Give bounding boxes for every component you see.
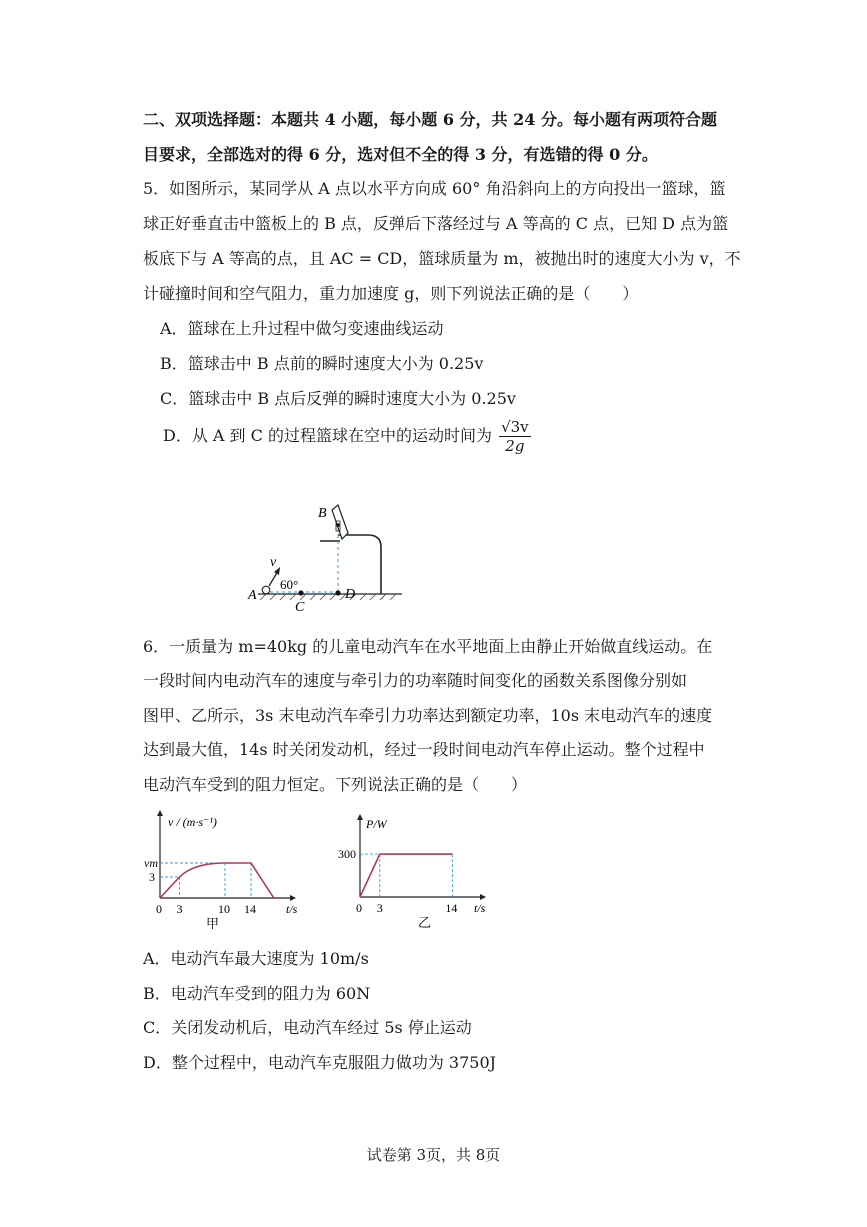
label-a: A xyxy=(248,588,257,603)
chart-caption-jia: 甲 xyxy=(206,916,220,931)
x-tick-0: 0 xyxy=(156,902,162,916)
q6-stem-line4: 达到最大值，14s 时关闭发动机，经过一段时间电动汽车停止运动。整个过程中 xyxy=(143,740,705,759)
q5-stem-line4: 计碰撞时间和空气阻力，重力加速度 g，则下列说法正确的是（ ） xyxy=(143,284,639,303)
label-d: D xyxy=(345,587,356,602)
q6-option-d: D．整个过程中，电动汽车克服阻力做功为 3750J xyxy=(143,1053,497,1072)
y-axis-arrow xyxy=(357,814,363,820)
q5-stem-line3: 板底下与 A 等高的点，且 AC = CD，篮球质量为 m，被抛出时的速度大小为 v，不 xyxy=(143,249,741,268)
q6-stem-line2: 一段时间内电动汽车的速度与牵引力的功率随时间变化的函数关系图像分别如 xyxy=(143,671,688,690)
y-tick-3: 3 xyxy=(149,870,155,884)
x-tick-14: 14 xyxy=(244,902,256,916)
x-axis-label: t/s xyxy=(474,901,486,915)
chart-caption-yi: 乙 xyxy=(418,915,432,930)
q6-option-b: B．电动汽车受到的阻力为 60N xyxy=(143,984,371,1003)
y-axis-label: v / (m·s⁻¹) xyxy=(168,815,217,829)
x-tick-10: 10 xyxy=(218,902,230,916)
x-tick-3: 3 xyxy=(176,902,183,916)
label-v: v xyxy=(270,555,277,570)
q6-stem-line1: 6．一质量为 m=40kg 的儿童电动汽车在水平地面上由静止开始做直线运动。在 xyxy=(143,637,713,656)
x-axis-arrow xyxy=(290,895,296,901)
q5-option-d-denominator: 2g xyxy=(505,437,525,455)
y-axis-label: P/W xyxy=(366,817,387,831)
y-axis-arrow xyxy=(157,810,163,816)
label-c: C xyxy=(295,600,305,615)
page-footer: 试卷第 3页，共 8页 xyxy=(366,1146,501,1164)
x-axis-arrow xyxy=(480,894,486,900)
point-c xyxy=(298,590,303,595)
label-angle: 60° xyxy=(280,577,299,592)
x-tick-14: 14 xyxy=(445,901,458,915)
x-axis-label: t/s xyxy=(286,902,298,916)
q6-option-c: C．关闭发动机后，电动汽车经过 5s 停止运动 xyxy=(143,1018,472,1037)
y-tick-vm: vm xyxy=(144,856,158,870)
q5-stem-line2: 球正好垂直击中篮板上的 B 点，反弹后下落经过与 A 等高的 C 点，已知 D 点为篮 xyxy=(143,214,729,233)
q6-option-a: A．电动汽车最大速度为 10m/s xyxy=(143,949,369,968)
y-tick-300: 300 xyxy=(338,847,356,862)
q5-hoop-diagram xyxy=(240,495,410,620)
q6-stem-line5: 电动汽车受到的阻力恒定。下列说法正确的是（ ） xyxy=(143,775,528,794)
velocity-series-line xyxy=(160,863,274,898)
chart-power-time xyxy=(330,812,500,932)
point-b xyxy=(336,523,340,527)
chart-velocity-time xyxy=(140,808,310,933)
q5-option-d-text: D．从 A 到 C 的过程篮球在空中的运动时间为 xyxy=(163,426,492,445)
x-tick-0: 0 xyxy=(356,901,362,915)
section-header-line1: 二、双项选择题：本题共 4 小题，每小题 6 分，共 24 分。每小题有两项符合题 xyxy=(143,110,717,129)
q5-stem-line1: 5．如图所示，某同学从 A 点以水平方向成 60° 角沿斜向上的方向投出一篮球，篮 xyxy=(143,179,726,198)
point-d xyxy=(335,590,340,595)
section-header-line2: 目要求，全部选对的得 6 分，选对但不全的得 3 分，有选错的得 0 分。 xyxy=(143,145,658,164)
label-b: B xyxy=(318,506,327,521)
q5-option-b: B．篮球击中 B 点前的瞬时速度大小为 0.25v xyxy=(160,354,484,373)
x-tick-3: 3 xyxy=(376,901,383,915)
power-series-line xyxy=(360,854,452,897)
ground-hatch xyxy=(260,594,396,600)
q5-option-c: C．篮球击中 B 点后反弹的瞬时速度大小为 0.25v xyxy=(160,389,516,408)
q6-stem-line3: 图甲、乙所示，3s 末电动汽车牵引力功率达到额定功率，10s 末电动汽车的速度 xyxy=(143,706,713,725)
q5-option-d xyxy=(163,418,531,455)
ball-a xyxy=(262,586,270,594)
q5-option-a: A．篮球在上升过程中做匀变速曲线运动 xyxy=(160,319,444,338)
q5-option-d-numerator: √3v xyxy=(501,418,529,436)
q5-option-d-fraction xyxy=(499,418,531,455)
